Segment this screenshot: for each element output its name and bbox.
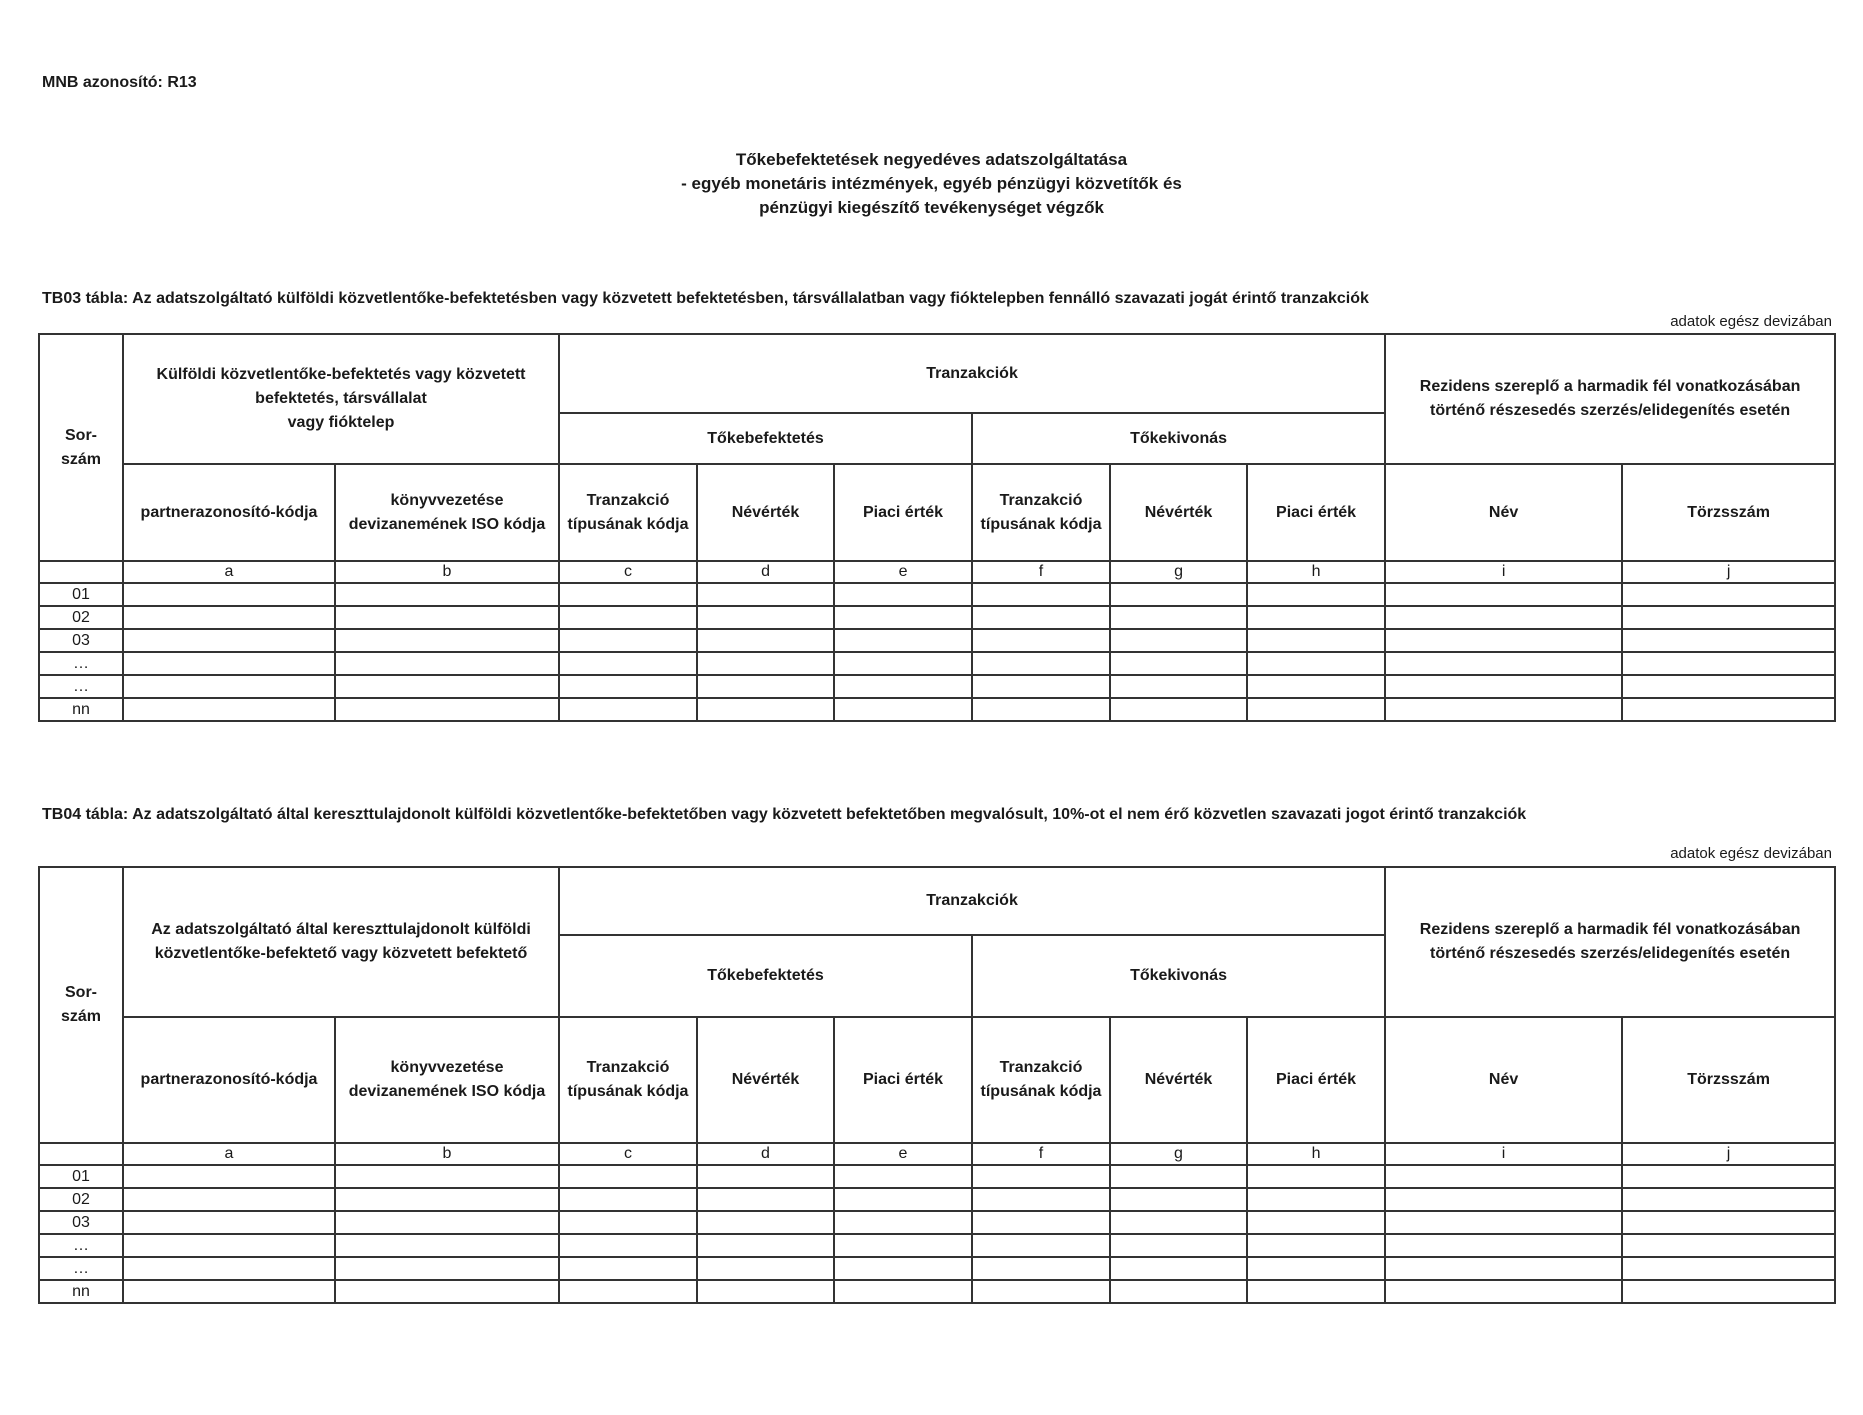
data-cell[interactable] <box>1385 652 1622 675</box>
tb04-col-c-header: Tranzakció típusának kódja <box>559 1017 697 1143</box>
mnb-identifier: MNB azonosító: R13 <box>42 74 197 91</box>
row-number: … <box>39 1234 123 1257</box>
data-cell[interactable] <box>834 698 972 721</box>
data-cell[interactable] <box>834 652 972 675</box>
data-cell[interactable] <box>335 583 559 606</box>
title-line-2: - egyéb monetáris intézmények, egyéb pénzügyi közvetítők és <box>681 174 1182 193</box>
data-cell[interactable] <box>1622 1280 1835 1303</box>
tb04-letter-a: a <box>123 1143 335 1165</box>
tb03-col-j-header: Törzsszám <box>1622 464 1835 561</box>
data-cell[interactable] <box>972 1188 1110 1211</box>
data-cell[interactable] <box>335 1280 559 1303</box>
data-cell[interactable] <box>697 1188 834 1211</box>
document-title <box>0 148 1863 220</box>
tb04-letter-d: d <box>697 1143 834 1165</box>
data-cell[interactable] <box>123 1257 335 1280</box>
data-cell[interactable] <box>123 1211 335 1234</box>
row-number: … <box>39 1257 123 1280</box>
data-cell[interactable] <box>1110 606 1247 629</box>
tb03-tokebefektetes-header: Tőkebefektetés <box>559 413 972 464</box>
table-row <box>39 606 1835 629</box>
tb03-letter-h: h <box>1247 561 1385 583</box>
tb03-col-d-header: Névérték <box>697 464 834 561</box>
data-cell[interactable] <box>697 583 834 606</box>
tb04-tokekivonas-header: Tőkekivonás <box>972 935 1385 1017</box>
data-cell[interactable] <box>335 1257 559 1280</box>
data-cell[interactable] <box>1247 583 1385 606</box>
table-row <box>39 629 1835 652</box>
tb03-col-i-header: Név <box>1385 464 1622 561</box>
data-cell[interactable] <box>1622 1165 1835 1188</box>
title-line-3: pénzügyi kiegészítő tevékenységet végzők <box>759 198 1104 217</box>
row-number: 02 <box>39 606 123 629</box>
data-cell[interactable] <box>123 1234 335 1257</box>
tb04-letter-h: h <box>1247 1143 1385 1165</box>
tb04-table <box>38 866 1836 1304</box>
data-cell[interactable] <box>559 1257 697 1280</box>
data-cell[interactable] <box>834 675 972 698</box>
data-cell[interactable] <box>1622 652 1835 675</box>
data-cell[interactable] <box>335 1234 559 1257</box>
tb03-col-g-header: Névérték <box>1110 464 1247 561</box>
data-cell[interactable] <box>559 698 697 721</box>
tb04-rezidens-header: Rezidens szereplő a harmadik fél vonatkozásában történő részesedés szerzés/elidegenítés esetén <box>1385 867 1835 1017</box>
data-cell[interactable] <box>123 698 335 721</box>
data-cell[interactable] <box>559 1165 697 1188</box>
data-cell[interactable] <box>1385 1165 1622 1188</box>
data-cell[interactable] <box>697 606 834 629</box>
data-cell[interactable] <box>1622 675 1835 698</box>
tb03-col-e-header: Piaci érték <box>834 464 972 561</box>
tb04-tokebefektetes-header: Tőkebefektetés <box>559 935 972 1017</box>
row-number: nn <box>39 698 123 721</box>
tb03-letter-c: c <box>559 561 697 583</box>
data-cell[interactable] <box>335 1211 559 1234</box>
data-cell[interactable] <box>1385 1234 1622 1257</box>
row-number: 02 <box>39 1188 123 1211</box>
row-number: … <box>39 675 123 698</box>
tb03-letter-g: g <box>1110 561 1247 583</box>
data-cell[interactable] <box>559 1211 697 1234</box>
row-number: 01 <box>39 583 123 606</box>
data-cell[interactable] <box>972 583 1110 606</box>
data-cell[interactable] <box>1110 1165 1247 1188</box>
table-row <box>39 675 1835 698</box>
data-cell[interactable] <box>1110 675 1247 698</box>
data-cell[interactable] <box>1247 1188 1385 1211</box>
tb03-col-f-header: Tranzakció típusának kódja <box>972 464 1110 561</box>
tb04-letter-e: e <box>834 1143 972 1165</box>
data-cell[interactable] <box>559 583 697 606</box>
data-cell[interactable] <box>972 1257 1110 1280</box>
tb03-letter-b: b <box>335 561 559 583</box>
tb03-tranzakciok-header: Tranzakciók <box>559 334 1385 413</box>
data-cell[interactable] <box>834 1188 972 1211</box>
data-cell[interactable] <box>697 1211 834 1234</box>
table-row <box>39 652 1835 675</box>
table-row <box>39 583 1835 606</box>
tb03-unit: adatok egész devizában <box>1670 313 1832 330</box>
data-cell[interactable] <box>335 1188 559 1211</box>
data-cell[interactable] <box>1247 1234 1385 1257</box>
data-cell[interactable] <box>1110 629 1247 652</box>
data-cell[interactable] <box>972 629 1110 652</box>
tb03-letter-d: d <box>697 561 834 583</box>
tb04-letter-b: b <box>335 1143 559 1165</box>
data-cell[interactable] <box>123 606 335 629</box>
data-cell[interactable] <box>697 675 834 698</box>
table-row <box>39 698 1835 721</box>
tb04-letter-c: c <box>559 1143 697 1165</box>
data-cell[interactable] <box>972 1280 1110 1303</box>
tb04-col-f-header: Tranzakció típusának kódja <box>972 1017 1110 1143</box>
data-cell[interactable] <box>559 652 697 675</box>
data-cell[interactable] <box>559 1280 697 1303</box>
data-cell[interactable] <box>335 1165 559 1188</box>
data-cell[interactable] <box>834 1257 972 1280</box>
data-cell[interactable] <box>1247 652 1385 675</box>
data-cell[interactable] <box>972 1165 1110 1188</box>
tb03-letter-a: a <box>123 561 335 583</box>
row-number: 03 <box>39 1211 123 1234</box>
data-cell[interactable] <box>697 1257 834 1280</box>
row-number: nn <box>39 1280 123 1303</box>
data-cell[interactable] <box>1110 1188 1247 1211</box>
tb04-col-a-header: partnerazonosító-kódja <box>123 1017 335 1143</box>
row-number: 01 <box>39 1165 123 1188</box>
data-cell[interactable] <box>1247 675 1385 698</box>
data-cell[interactable] <box>559 629 697 652</box>
data-cell[interactable] <box>834 1165 972 1188</box>
data-cell[interactable] <box>1385 629 1622 652</box>
data-cell[interactable] <box>335 629 559 652</box>
data-cell[interactable] <box>1247 1257 1385 1280</box>
tb04-col-b-header: könyvvezetése devizanemének ISO kódja <box>335 1017 559 1143</box>
data-cell[interactable] <box>123 1188 335 1211</box>
data-cell[interactable] <box>1247 1280 1385 1303</box>
data-cell[interactable] <box>1247 698 1385 721</box>
data-cell[interactable] <box>1247 1165 1385 1188</box>
data-cell[interactable] <box>834 583 972 606</box>
tb03-letter-e: e <box>834 561 972 583</box>
tb04-tranzakciok-header: Tranzakciók <box>559 867 1385 935</box>
tb03-col-b-header: könyvvezetése devizanemének ISO kódja <box>335 464 559 561</box>
tb04-letter-blank <box>39 1143 123 1165</box>
tb03-col-h-header: Piaci érték <box>1247 464 1385 561</box>
data-cell[interactable] <box>559 1188 697 1211</box>
table-row <box>39 1211 1835 1234</box>
data-cell[interactable] <box>1385 675 1622 698</box>
data-cell[interactable] <box>697 698 834 721</box>
tb03-group-header: Külföldi közvetlentőke-befektetés vagy közvetett befektetés, társvállalat vagy fióktelep <box>123 334 559 464</box>
data-cell[interactable] <box>123 1280 335 1303</box>
tb04-sorszam-header: Sor- szám <box>39 867 123 1143</box>
data-cell[interactable] <box>834 1211 972 1234</box>
data-cell[interactable] <box>1385 606 1622 629</box>
tb03-letter-f: f <box>972 561 1110 583</box>
data-cell[interactable] <box>335 652 559 675</box>
tb03-tokekivonas-header: Tőkekivonás <box>972 413 1385 464</box>
data-cell[interactable] <box>1110 698 1247 721</box>
data-cell[interactable] <box>1247 629 1385 652</box>
data-cell[interactable] <box>1622 606 1835 629</box>
data-cell[interactable] <box>1622 698 1835 721</box>
tb03-col-a-header: partnerazonosító-kódja <box>123 464 335 561</box>
data-cell[interactable] <box>1247 606 1385 629</box>
data-cell[interactable] <box>1110 1211 1247 1234</box>
data-cell[interactable] <box>697 1165 834 1188</box>
data-cell[interactable] <box>559 606 697 629</box>
table-row <box>39 1257 1835 1280</box>
tb04-letter-j: j <box>1622 1143 1835 1165</box>
data-cell[interactable] <box>1110 1280 1247 1303</box>
data-cell[interactable] <box>123 1165 335 1188</box>
data-cell[interactable] <box>1622 1188 1835 1211</box>
data-cell[interactable] <box>972 1211 1110 1234</box>
data-cell[interactable] <box>1247 1211 1385 1234</box>
tb04-col-e-header: Piaci érték <box>834 1017 972 1143</box>
data-cell[interactable] <box>1385 1257 1622 1280</box>
data-cell[interactable] <box>123 583 335 606</box>
data-cell[interactable] <box>972 675 1110 698</box>
data-cell[interactable] <box>697 652 834 675</box>
data-cell[interactable] <box>1385 583 1622 606</box>
tb04-col-h-header: Piaci érték <box>1247 1017 1385 1143</box>
data-cell[interactable] <box>1622 1257 1835 1280</box>
tb04-col-g-header: Névérték <box>1110 1017 1247 1143</box>
data-cell[interactable] <box>559 675 697 698</box>
row-number: 03 <box>39 629 123 652</box>
data-cell[interactable] <box>1110 1234 1247 1257</box>
tb04-col-d-header: Névérték <box>697 1017 834 1143</box>
tb03-letter-i: i <box>1385 561 1622 583</box>
data-cell[interactable] <box>1622 1234 1835 1257</box>
data-cell[interactable] <box>123 652 335 675</box>
data-cell[interactable] <box>123 629 335 652</box>
data-cell[interactable] <box>972 606 1110 629</box>
data-cell[interactable] <box>1385 698 1622 721</box>
table-row <box>39 1188 1835 1211</box>
tb03-col-c-header: Tranzakció típusának kódja <box>559 464 697 561</box>
data-cell[interactable] <box>834 1234 972 1257</box>
data-cell[interactable] <box>972 652 1110 675</box>
data-cell[interactable] <box>834 1280 972 1303</box>
tb04-col-j-header: Törzsszám <box>1622 1017 1835 1143</box>
data-cell[interactable] <box>335 675 559 698</box>
tb03-table <box>38 333 1836 722</box>
tb03-sorszam-header: Sor- szám <box>39 334 123 561</box>
data-cell[interactable] <box>1622 629 1835 652</box>
data-cell[interactable] <box>1385 1188 1622 1211</box>
tb04-letter-i: i <box>1385 1143 1622 1165</box>
data-cell[interactable] <box>1385 1211 1622 1234</box>
data-cell[interactable] <box>972 698 1110 721</box>
data-cell[interactable] <box>123 675 335 698</box>
tb03-rezidens-header: Rezidens szereplő a harmadik fél vonatkozásában történő részesedés szerzés/elidegenítés esetén <box>1385 334 1835 464</box>
data-cell[interactable] <box>834 606 972 629</box>
tb04-unit: adatok egész devizában <box>1670 845 1832 862</box>
data-cell[interactable] <box>335 606 559 629</box>
data-cell[interactable] <box>972 1234 1110 1257</box>
title-line-1: Tőkebefektetések negyedéves adatszolgáltatása <box>735 150 1128 169</box>
tb03-caption: TB03 tábla: Az adatszolgáltató külföldi közvetlentőke-befektetésben vagy közvetett befektetésben, társvállalatban vagy fióktelepben fennálló szavazati jogát érintő tranzakciók <box>42 290 1369 307</box>
table-row <box>39 1234 1835 1257</box>
data-cell[interactable] <box>1622 583 1835 606</box>
data-cell[interactable] <box>1385 1280 1622 1303</box>
table-row <box>39 1165 1835 1188</box>
tb04-group-header: Az adatszolgáltató által kereszttulajdonolt külföldi közvetlentőke-befektető vagy közvetett befektető <box>123 867 559 1017</box>
data-cell[interactable] <box>697 1280 834 1303</box>
tb04-caption: TB04 tábla: Az adatszolgáltató által kereszttulajdonolt külföldi közvetlentőke-befektetőben vagy közvetett befektetőben megvalósult, 10%-ot el nem érő közvetlen szavazati jogot érintő tranzakciók <box>42 806 1527 823</box>
data-cell[interactable] <box>834 629 972 652</box>
data-cell[interactable] <box>1622 1211 1835 1234</box>
data-cell[interactable] <box>1110 583 1247 606</box>
data-cell[interactable] <box>1110 1257 1247 1280</box>
tb03-letter-blank <box>39 561 123 583</box>
tb04-letter-f: f <box>972 1143 1110 1165</box>
tb03-letter-j: j <box>1622 561 1835 583</box>
data-cell[interactable] <box>1110 652 1247 675</box>
data-cell[interactable] <box>335 698 559 721</box>
row-number: … <box>39 652 123 675</box>
tb04-col-i-header: Név <box>1385 1017 1622 1143</box>
data-cell[interactable] <box>697 1234 834 1257</box>
table-row <box>39 1280 1835 1303</box>
data-cell[interactable] <box>559 1234 697 1257</box>
tb04-letter-g: g <box>1110 1143 1247 1165</box>
data-cell[interactable] <box>697 629 834 652</box>
